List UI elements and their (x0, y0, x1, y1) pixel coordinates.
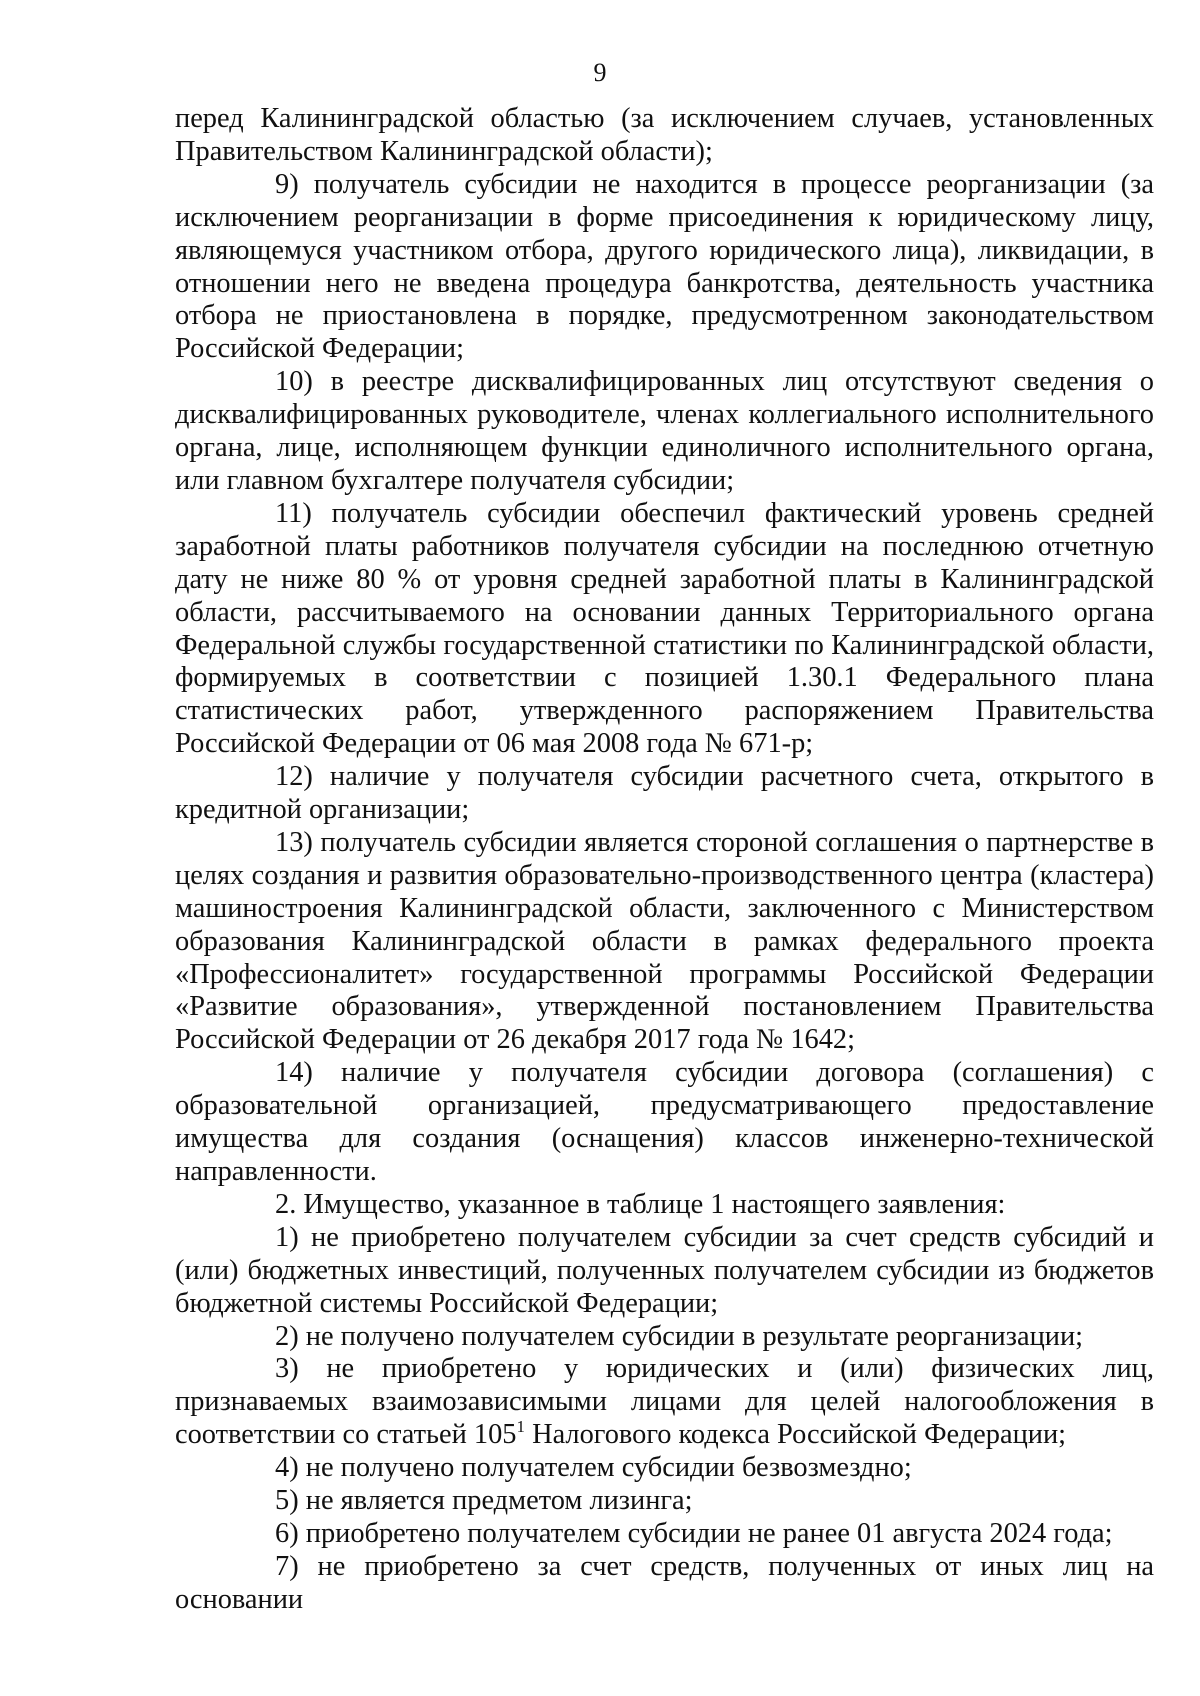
document-body (175, 103, 1154, 1617)
superscript-article-number: 1 (516, 1417, 525, 1437)
paragraph-sub-7: 7) не приобретено за счет средств, полученных от иных лиц на основании (175, 1550, 1154, 1615)
paragraph-sub-3-text-end: Налогового кодекса Российской Федерации; (524, 1419, 1067, 1451)
paragraph-item-12: 12) наличие у получателя субсидии расчетного счета, открытого в кредитной организации; (175, 761, 1154, 826)
paragraph-section-2: 2. Имущество, указанное в таблице 1 настоящего заявления: (275, 1188, 1006, 1220)
paragraph-item-10: 10) в реестре дисквалифицированных лиц отсутствуют сведения о дисквалифицированных руководителе, членах коллегиального исполнительного органа, лице, исполняющем функции единоличного исполнительного органа, или главном бухгалтере получателя субсидии; (175, 366, 1154, 496)
paragraph-sub-6: 6) приобретено получателем субсидии не ранее 01 августа 2024 года; (275, 1517, 1113, 1549)
paragraph-item-11: 11) получатель субсидии обеспечил фактический уровень средней заработной платы работников получателя субсидии на последнюю отчетную дату не ниже 80 % от уровня средней заработной платы в Калининградской области, рассчитываемого на основании данных Территориального органа Федеральной службы государственной статистики по Калининградской области, формируемых в соответствии с позицией 1.30.1 Федерального плана статистических работ, утвержденного распоряжением Правительства Российской Федерации от 06 мая 2008 года № 671-р; (175, 497, 1154, 760)
paragraph-item-14: 14) наличие у получателя субсидии договора (соглашения) с образовательной организацией, предусматривающего предоставление имущества для создания (оснащения) классов инженерно-технической направленности. (175, 1057, 1154, 1187)
paragraph-sub-4: 4) не получено получателем субсидии безвозмездно; (275, 1452, 912, 1484)
paragraph-item-9: 9) получатель субсидии не находится в процессе реорганизации (за исключением реорганизации в форме присоединения к юридическому лицу, являющемуся участником отбора, другого юридического лица), ликвидации, в отношении него не введена процедура банкротства, деятельность участника отбора не приостановлена в порядке, предусмотренном законодательством Российской Федерации; (175, 168, 1154, 365)
paragraph-sub-3-text: 3) не приобретено у юридических и (или) физических лиц, признаваемых взаимозависимыми лицами для целей налогообложения в соответствии со статьей 105 (175, 1353, 1154, 1451)
page-number: 9 (593, 58, 607, 87)
paragraph-item-13: 13) получатель субсидии является стороной соглашения о партнерстве в целях создания и развития образовательно-производственного центра (кластера) машиностроения Калининградской области, заключенного с Министерством образования Калининградской области в рамках федерального проекта «Профессионалитет» государственной программы Российской Федерации «Развитие образования», утвержденной постановлением Правительства Российской Федерации от 26 декабря 2017 года № 1642; (175, 826, 1154, 1056)
paragraph-sub-2: 2) не получено получателем субсидии в результате реорганизации; (275, 1320, 1084, 1352)
paragraph-sub-1: 1) не приобретено получателем субсидии за счет средств субсидий и (или) бюджетных инвестиций, полученных получателем субсидии из бюджетов бюджетной системы Российской Федерации; (175, 1221, 1154, 1319)
paragraph-sub-3 (175, 1353, 1154, 1452)
paragraph-sub-5: 5) не является предметом лизинга; (275, 1485, 693, 1517)
paragraph-continuation: перед Калининградской областью (за исключением случаев, установленных Правительством Калининградской области); (175, 103, 1154, 167)
